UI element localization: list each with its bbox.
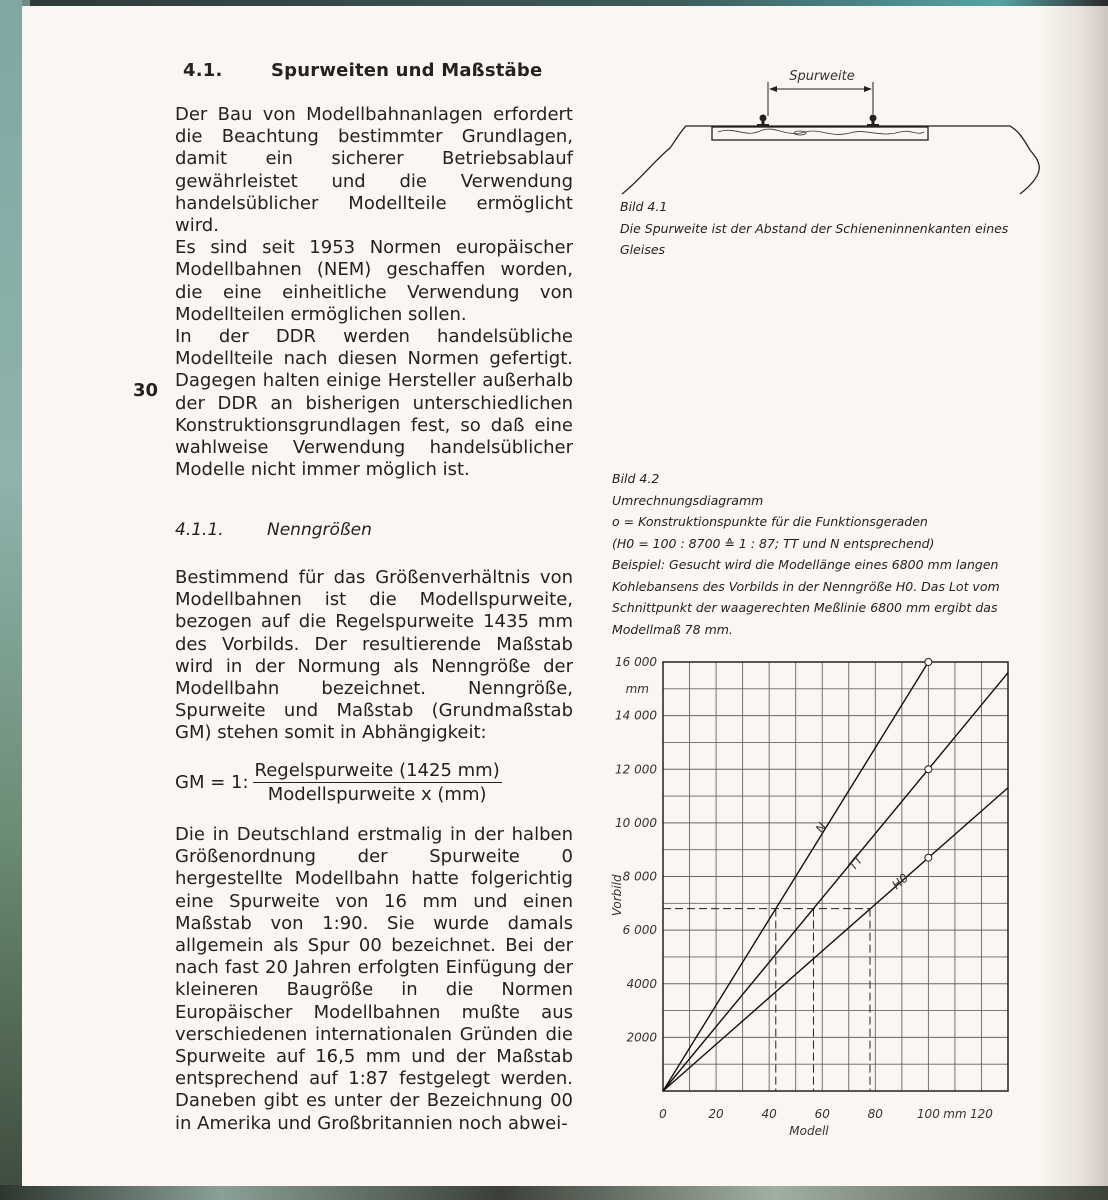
wood-grain xyxy=(718,129,924,134)
intro-text xyxy=(175,104,573,481)
x-tick-label: 40 xyxy=(761,1107,777,1121)
subsection-number: 4.1.1. xyxy=(175,520,224,540)
x-tick-label: 0 xyxy=(659,1107,667,1121)
x-tick-label: 120 xyxy=(970,1107,993,1121)
x-tick-label: 60 xyxy=(814,1107,830,1121)
figure-4-2-title: Bild 4.2 xyxy=(612,471,660,486)
series-label: N xyxy=(812,820,830,836)
paragraph: Die in Deutschland erstmalig in der halben Größenordnung der Spurweite 0 hergestellte Modellbahn hatte folgerichtig eine Spurweite von 16 mm und einen Maßstab von 1:90. Sie wurde damals allgemein als Spur 00 bezeichnet. Bei der nach fast 20 Jahren erfolgten Einfügung der kleineren Baugröße in die Normen Europäischer Modellbahnen mußte aus verschiedenen internationalen Gründen die Spurweite auf 16,5 mm und der Maßstab entsprechend auf 1:87 festgelegt werden. Daneben gibt es unter der Bezeichnung 00 in Amerika und Großbritannien noch abwei- xyxy=(175,824,573,1134)
figure-4-1-caption xyxy=(620,196,1040,261)
y-unit-label: mm xyxy=(625,681,649,696)
gauge-label: Spurweite xyxy=(789,69,855,84)
paragraph: Es sind seit 1953 Normen europäischer Modellbahnen (NEM) geschaffen worden, die eine einheitliche Verwendung von Modellteilen ermöglichen sollen. xyxy=(175,237,573,325)
y-tick-label: 8 000 xyxy=(622,869,657,884)
construction-point xyxy=(925,659,932,666)
y-tick-label: 14 000 xyxy=(615,708,657,723)
subsection-heading xyxy=(175,520,372,540)
paragraph: In der DDR werden handelsübliche Modellteile nach diesen Normen gefertigt. Dagegen halten einige Hersteller außerhalb der DDR an bisherigen unterschiedlichen Konstruktionsgrundlagen fest, so daß eine wahlweise Verwendung handelsüblicher Modelle nicht immer möglich ist. xyxy=(175,326,573,481)
series-label: H0 xyxy=(889,870,912,893)
rail-left xyxy=(757,115,769,128)
embankment-outline xyxy=(622,126,1039,194)
paragraph: Bestimmend für das Größenverhältnis von Modellbahnen ist die Modellspurweite, bezogen auf die Regelspurweite 1435 mm des Vorbilds. Der resultierende Maßstab wird in der Normung als Nenngröße der Modellbahn bezeichnet. Nenngröße, Spurweite und Maßstab (Grundmaßstab GM) stehen somit in Abhängigkeit: xyxy=(175,567,573,744)
formula-numerator: Regelspurweite (1425 mm) xyxy=(254,760,500,781)
formula-denominator: Modellspurweite x (mm) xyxy=(267,784,487,805)
formula-fraction xyxy=(253,760,502,805)
figure-4-2-caption xyxy=(612,468,1032,640)
caption-line: (H0 = 100 : 8700 ≙ 1 : 87; TT und N entsprechend) xyxy=(612,535,935,551)
figure-track-gauge xyxy=(610,60,1050,200)
caption-line: Schnittpunkt der waagerechten Meßlinie 6800 mm ergibt das xyxy=(612,600,998,615)
section-title: Spurweiten und Maßstäbe xyxy=(271,60,543,81)
caption-line: Modellmaß 78 mm. xyxy=(612,621,733,637)
figure-4-1-text: Die Spurweite ist der Abstand der Schieneninnenkanten eines Gleises xyxy=(620,220,1009,257)
page-number: 30 xyxy=(133,380,159,401)
rail-right xyxy=(867,115,879,128)
caption-line: Beispiel: Gesucht wird die Modellänge eines 6800 mm langen xyxy=(612,557,999,572)
y-tick-label: 6 000 xyxy=(622,923,657,938)
caption-line: Kohlebansens des Vorbilds in der Nenngröße H0. Das Lot vom xyxy=(612,578,1000,594)
y-tick-label: 12 000 xyxy=(615,762,657,777)
subsection-title: Nenngrößen xyxy=(267,520,372,540)
x-tick-label: 100 xyxy=(916,1107,940,1121)
background-bottom-edge xyxy=(0,1185,1108,1200)
formula-lhs: GM = 1: xyxy=(175,772,249,793)
y-axis-label: Vorbild xyxy=(610,874,624,917)
caption-line: o = Konstruktionspunkte für die Funktionsgeraden xyxy=(612,514,928,529)
y-tick-label: 10 000 xyxy=(615,815,657,830)
y-tick-label: 4000 xyxy=(626,976,657,991)
figure-4-1-title: Bild 4.1 xyxy=(620,199,668,214)
x-unit-label: mm xyxy=(943,1107,967,1121)
closing-text xyxy=(175,824,573,1135)
y-tick-label: 2000 xyxy=(626,1030,657,1045)
conversion-chart xyxy=(600,640,1040,1140)
x-axis-label: Modell xyxy=(789,1124,829,1138)
series-line-tt xyxy=(663,673,1008,1091)
caption-line: Umrechnungsdiagramm xyxy=(612,492,764,508)
paragraph: Der Bau von Modellbahnanlagen erfordert die Beachtung bestimmter Grundlagen, damit ein sicherer Betriebsablauf gewährleistet und die Verwendung handelsüblicher Modellteile ermöglicht wird. xyxy=(175,104,573,237)
scale-formula xyxy=(175,760,502,805)
series-label: TT xyxy=(845,852,866,874)
construction-point xyxy=(925,766,932,773)
x-tick-label: 20 xyxy=(708,1107,724,1121)
sleeper xyxy=(712,127,928,140)
y-tick-label: 16 000 xyxy=(615,655,657,669)
subsection-text xyxy=(175,567,573,745)
section-number: 4.1. xyxy=(183,60,223,81)
section-heading xyxy=(183,60,542,81)
background-left-edge xyxy=(0,0,22,1200)
construction-point xyxy=(925,854,932,861)
series-line-h0 xyxy=(663,788,1008,1091)
x-tick-label: 80 xyxy=(867,1107,883,1121)
